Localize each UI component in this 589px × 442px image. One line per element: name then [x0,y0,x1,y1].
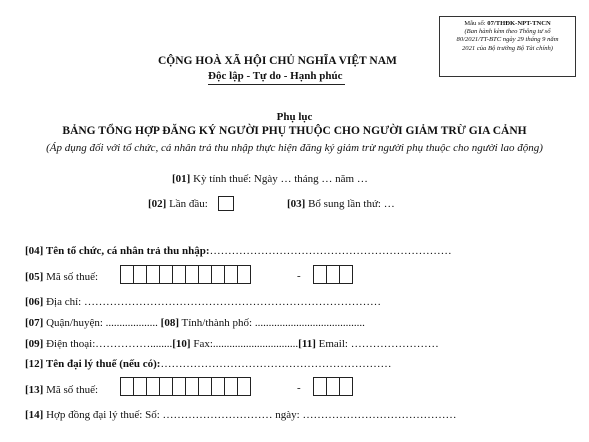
payer-tax-code-boxes [120,265,250,284]
email-field[interactable]: …………………… [350,338,439,350]
tax-code-digit[interactable] [133,265,147,284]
appendix-label: Phụ lục [276,111,313,123]
district-label: Quận/huyện: [43,317,106,329]
province-label: Tỉnh/thành phố: [178,317,255,329]
supplement-text: Bổ sung lần thứ: … [305,198,395,210]
tax-period-code: [01] [172,173,191,185]
agent-tax-code-branch-digit[interactable] [339,377,353,396]
province-field[interactable]: ........................................ [254,317,365,329]
email-code: [11] [298,338,316,350]
tax-code-digit[interactable] [146,265,160,284]
agent-contract-date-label: ngày: [272,409,303,421]
payer-name-label: Tên tổ chức, cá nhân trả thu nhập: [43,245,210,257]
email-label: Email: [315,338,351,350]
form-code-box [439,16,576,77]
agent-tax-code-digit[interactable] [133,377,147,396]
motto: Độc lập - Tự do - Hạnh phúc [208,70,343,82]
motto-underline [208,84,345,85]
first-time-checkbox[interactable] [218,196,234,211]
tax-code-branch-digit[interactable] [339,265,353,284]
form-code-label: Mẫu số: [464,20,488,27]
agent-tax-code-digit[interactable] [224,377,238,396]
agent-name-row [25,358,391,370]
agent-tax-code-digit[interactable] [120,377,134,396]
district-field[interactable]: ................... [105,317,158,329]
tax-period-text: Kỳ tính thuế: Ngày … tháng … năm … [190,173,368,185]
tax-code-dash: - [297,270,301,282]
agent-contract-label: Hợp đồng đại lý thuế: Số: [43,409,163,421]
tax-code-digit[interactable] [198,265,212,284]
payer-tax-code-row [25,271,98,283]
tax-code-digit[interactable] [185,265,199,284]
form-code-note-2: 80/2021/TT-BTC ngày 29 tháng 9 năm [456,36,559,44]
agent-contract-code: [14] [25,409,44,421]
agent-contract-number-field[interactable]: ………………………… [162,409,273,421]
agent-tax-code-digit[interactable] [172,377,186,396]
agent-tax-code-digit[interactable] [159,377,173,396]
phone-field[interactable]: ……………........ [95,338,173,350]
agent-tax-code-label: Mã số thuế: [43,384,99,396]
agent-name-label: Tên đại lý thuế (nếu có): [43,358,161,370]
agent-tax-code-digit[interactable] [237,377,251,396]
province-code: [08] [160,317,179,329]
tax-code-branch-digit[interactable] [326,265,340,284]
agent-tax-code-dash: - [297,382,301,394]
agent-tax-code-boxes [120,377,250,396]
phone-code: [09] [25,338,44,350]
agent-tax-code-branch-digit[interactable] [313,377,327,396]
tax-code-digit[interactable] [237,265,251,284]
form-code-note-3: 2021 của Bộ trưởng Bộ Tài chính) [462,44,553,52]
tax-code-digit[interactable] [120,265,134,284]
payer-name-row [25,245,452,257]
tax-code-digit[interactable] [211,265,225,284]
tax-code-digit[interactable] [224,265,238,284]
payer-name-code: [04] [25,245,44,257]
agent-name-field[interactable]: ……………………………………………………… [160,358,392,370]
supplement-label [287,198,395,210]
form-title: BẢNG TỔNG HỢP ĐĂNG KÝ NGƯỜI PHỤ THUỘC CHO NGƯỜI GIẢM TRỪ GIA CẢNH [62,125,527,137]
fax-field[interactable]: ............................... [212,338,299,350]
tax-code-branch-digit[interactable] [313,265,327,284]
form-code [440,20,575,28]
fax-code: [10] [172,338,191,350]
form-code-number: 07/THĐK-NPT-TNCN [487,20,551,27]
agent-tax-code-digit[interactable] [146,377,160,396]
agent-name-code: [12] [25,358,44,370]
agent-tax-code-digit[interactable] [211,377,225,396]
form-subtitle: (Áp dụng đối với tổ chức, cá nhân trả thu nhập thực hiện đăng ký giảm trừ người phụ thuộc cho người lao động) [46,142,543,154]
agent-tax-code-branch-digit[interactable] [326,377,340,396]
address-code: [06] [25,296,44,308]
district-code: [07] [25,317,44,329]
payer-name-field[interactable]: ………………………………………………………… [209,245,452,257]
payer-tax-code-branch-boxes [313,265,352,284]
agent-tax-code-digit[interactable] [198,377,212,396]
agent-contract-date-field[interactable]: …………………………………… [302,409,457,421]
first-time-label [148,198,208,210]
tax-period [172,173,368,185]
address-row [25,296,381,308]
agent-tax-code-branch-boxes [313,377,352,396]
agent-tax-code-code: [13] [25,384,44,396]
fax-label: Fax: [190,338,213,350]
payer-tax-code-label: Mã số thuế: [43,271,99,283]
address-field[interactable]: ……………………………………………………………………… [83,296,381,308]
supplement-code: [03] [287,198,306,210]
first-time-text: Lần đầu: [166,198,208,210]
district-row [25,317,365,329]
country-name: CỘNG HOÀ XÃ HỘI CHỦ NGHĨA VIỆT NAM [158,55,397,67]
first-time-code: [02] [148,198,167,210]
agent-contract-row [25,409,456,421]
tax-code-digit[interactable] [159,265,173,284]
address-label: Địa chỉ: [43,296,84,308]
agent-tax-code-digit[interactable] [185,377,199,396]
payer-tax-code-code: [05] [25,271,44,283]
tax-code-digit[interactable] [172,265,186,284]
contact-row [25,338,439,350]
phone-label: Điện thoại: [43,338,96,350]
form-code-note-1: (Ban hành kèm theo Thông tư số [464,28,551,36]
agent-tax-code-row [25,384,98,396]
